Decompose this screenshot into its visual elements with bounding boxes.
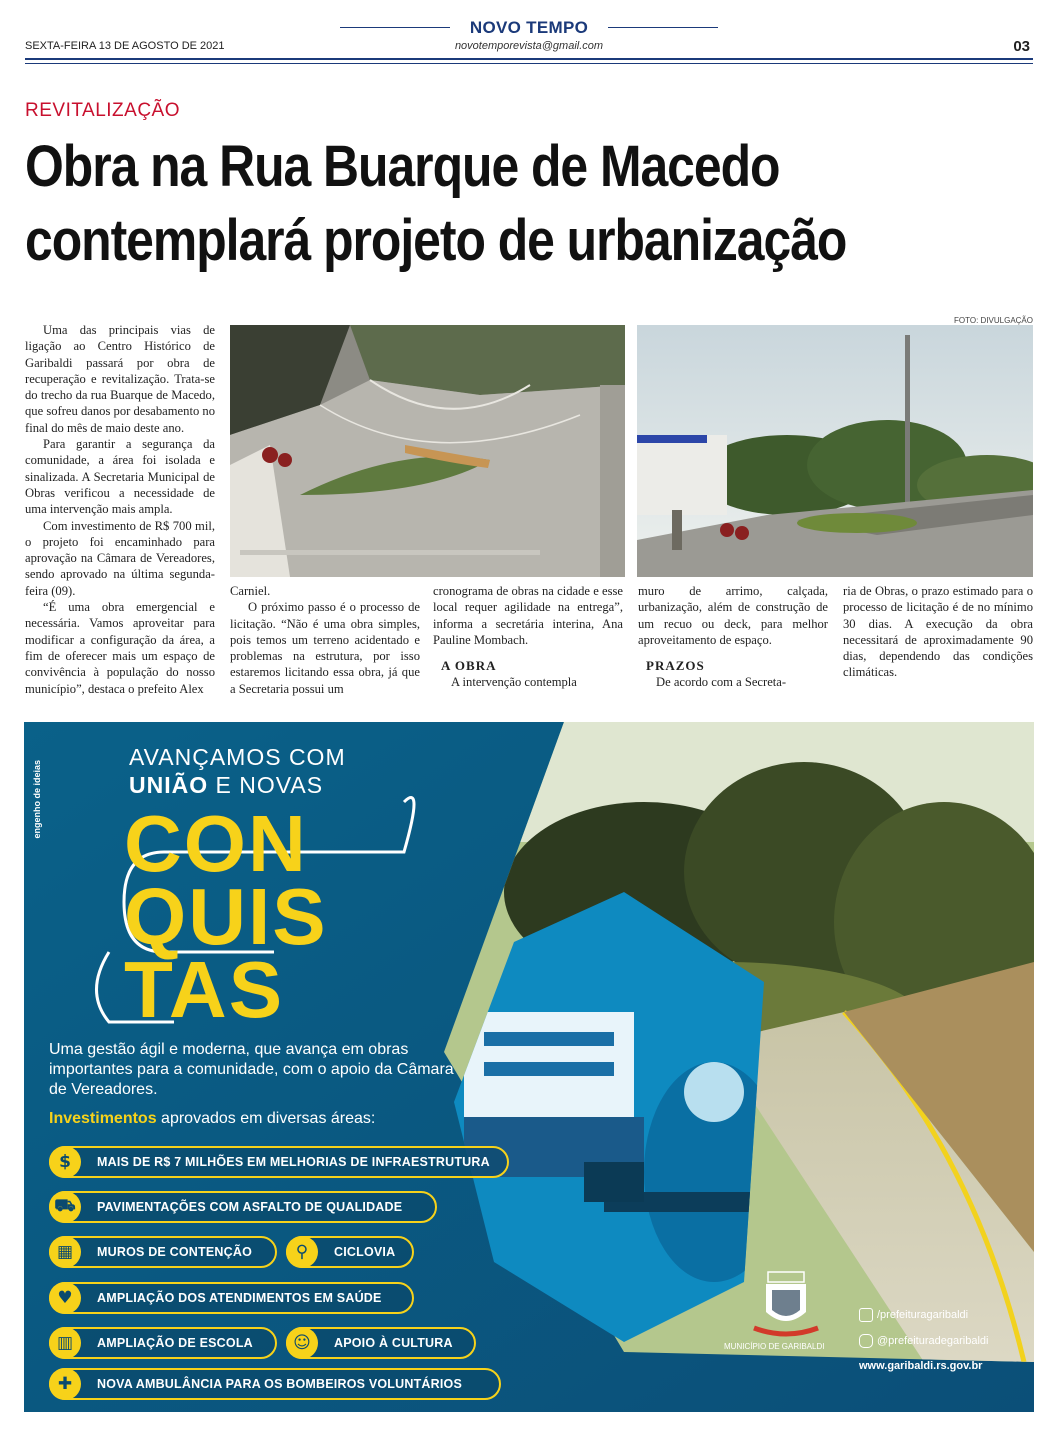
paragraph: Uma das principais vias de ligação ao Centro Histórico de Garibaldi passará por obra de recuperação e revitalização. Trata-se do trecho da rua Buarque de Macedo, que sofreu danos por desabamento no final do mês de maio deste ano. [25,323,215,435]
paragraph: muro de arrimo, calçada, urbanização, além de construção de um recuo ou deck, para melhor aproveitamento de espaço. [638,584,828,647]
ad-investments-rest: aprovados em diversas áreas: [156,1110,376,1127]
pill-label: AMPLIAÇÃO DE ESCOLA [97,1336,253,1350]
article-column-5 [843,583,1033,681]
ad-headline-line-2 [129,772,323,799]
ad-headline-line-1: AVANÇAMOS COM [129,744,346,770]
pill-school [49,1327,277,1359]
advertisement [24,722,1034,1412]
ad-headline-bold: UNIÃO [129,772,209,798]
brick-wall-icon: ▦ [49,1236,81,1268]
article-headline [25,130,1031,278]
pill-label: APOIO À CULTURA [334,1336,453,1350]
facebook-icon [859,1308,873,1322]
paragraph: Com investimento de R$ 700 mil, o projeto foi encaminhado para aprovação na Câmara de Vereadores, sendo aprovado na última segunda-feira (09). [25,518,215,598]
pill-label: CICLOVIA [334,1245,396,1259]
article-column-4 [638,583,828,690]
header-divider [25,58,1033,60]
agency-credit: engenho de ideias [32,760,42,839]
instagram-handle: @prefeituradegaribaldi [877,1335,989,1347]
ad-big-word-1: CON [124,799,308,888]
instagram-link[interactable] [859,1334,988,1348]
newspaper-title: NOVO TEMPO [469,18,589,37]
ad-description: Uma gestão ágil e moderna, que avança em obras importantes para a comunidade, com o apoio da Câmara de Vereadores. [49,1041,454,1098]
paragraph: A intervenção contempla [451,675,577,690]
header-date: SEXTA-FEIRA 13 DE AGOSTO DE 2021 [25,40,225,52]
pill-health [49,1282,414,1314]
article-column-2 [230,583,420,697]
facebook-handle: /prefeituragaribaldi [877,1309,969,1321]
pill-label: MAIS DE R$ 7 MILHÕES EM MELHORIAS DE INFRAESTRUTURA [97,1155,490,1169]
theater-masks-icon: ☺ [286,1327,318,1359]
page-number: 03 [1013,38,1030,55]
paragraph: “É uma obra emergencial e necessária. Vamos aproveitar para modificar a configuração da área, a fim de oferecer mais um espaço de convivência à população do nosso município”, destaca o prefeito Alex [25,600,215,696]
paragraph: Carniel. [230,584,271,598]
newspaper-email: novotemporevista@gmail.com [454,40,604,52]
article-kicker: REVITALIZAÇÃO [25,100,181,121]
website-url: www.garibaldi.rs.gov.br [859,1360,983,1372]
pill-label: AMPLIAÇÃO DOS ATENDIMENTOS EM SAÚDE [97,1291,382,1305]
facebook-link[interactable] [859,1308,968,1322]
header-rule-right [608,27,718,28]
ad-headline-rest: E NOVAS [208,772,324,798]
pill-label: NOVA AMBULÂNCIA PARA OS BOMBEIROS VOLUNTÁRIOS [97,1377,463,1391]
ad-big-word-3: TAS [124,945,285,1034]
pill-retaining-walls [49,1236,277,1268]
ambulance-icon: ✚ [49,1368,81,1400]
paragraph: ria de Obras, o prazo estimado para o processo de licitação é de no mínimo 30 dias. A execução da obra necessitará de aproximadamente 90 dias, dependendo das condições climáticas. [843,584,1033,680]
instagram-icon [859,1334,873,1348]
bicycle-icon: ⚲ [286,1236,318,1268]
pill-paving [49,1191,437,1223]
article-column-1 [25,322,215,697]
render-photo-street [637,325,1033,577]
paragraph: Para garantir a segurança da comunidade, a área foi isolada e sinalizada. A Secretaria Municipal de Obras verificou a necessidade de uma intervenção mais ampla. [25,437,215,517]
website-link[interactable] [859,1360,982,1372]
municipality-name: MUNICÍPIO DE GARIBALDI [724,1342,825,1351]
header-brand-block [0,18,1058,52]
section-heading-prazos: PRAZOS [646,658,705,674]
pill-label: PAVIMENTAÇÕES COM ASFALTO DE QUALIDADE [97,1200,403,1214]
pill-bike-lane [286,1236,414,1268]
pill-infrastructure [49,1146,509,1178]
article-column-3 [433,583,623,690]
photo-credit: FOTO: DIVULGAÇÃO [954,316,1033,325]
dollar-icon: $ [49,1146,81,1178]
ad-investments-bold: Investimentos [49,1110,157,1127]
ad-investments-line [49,1110,375,1128]
header-rule-left [340,27,450,28]
headline-line-1: Obra na Rua Buarque de Macedo [25,134,780,199]
pill-label: MUROS DE CONTENÇÃO [97,1245,252,1259]
header-divider-thin [25,63,1033,64]
headline-line-2: contemplará projeto de urbanização [25,208,847,273]
pill-culture [286,1327,476,1359]
pill-ambulance [49,1368,501,1400]
book-icon: ▥ [49,1327,81,1359]
municipal-coat-of-arms [746,1270,826,1342]
heartbeat-icon: ♥ [49,1282,81,1314]
ad-big-word-2: QUIS [124,872,328,961]
paragraph: De acordo com a Secreta- [656,675,787,690]
roller-icon: ⛟ [49,1191,81,1223]
paragraph: cronograma de obras na cidade e esse local requer agilidade na entrega”, informa a secretária interina, Ana Pauline Mombach. [433,584,623,647]
paragraph: O próximo passo é o processo de licitação. “Não é uma obra simples, pois temos um terreno acidentado e problemas na estrutura, por isso estaremos licitando essa obra, já que a Secretaria possui um [230,600,420,696]
render-photo-aerial [230,325,625,577]
section-heading-a-obra: A OBRA [441,658,497,674]
